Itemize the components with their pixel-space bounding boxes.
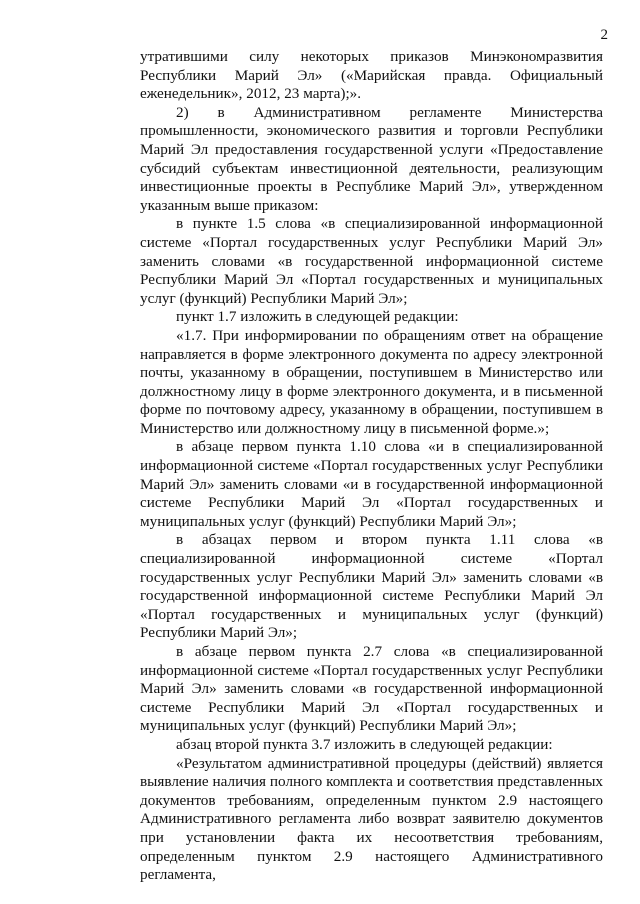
paragraph-item-2: 2) в Административном регламенте Министерства промышленности, экономического развития и торговли Республики Марий Эл предоставления государственной услуги «Предоставление субсидий субъектам инвестиционной деятельности, реализующим инвестиционные проекты в Республике Марий Эл», утвержденном указанным выше приказом: [140,103,603,214]
paragraph-point-1-10: в абзаце первом пункта 1.10 слова «и в специализированной информационной системе «Портал государственных услуг Республики Марий Эл» заменить словами «и в государственной информационной системе Республики Марий Эл «Портал государственных и муниципальных услуг (функций) Республики Марий Эл»; [140,438,603,530]
paragraph-point-3-7-text: «Результатом административной процедуры (действий) является выявление наличия полного комплекта и соответствия представленных документов требованиям, определенным пунктом 2.9 настоящего Административного регламента либо возврат заявителю документов при установлении факта их несоответствия требованиям, определенным пунктом 2.9 настоящего Административного регламента, [140,754,603,884]
paragraph-point-1-7-intro: пункт 1.7 изложить в следующей редакции: [176,308,459,326]
document-body [140,48,603,885]
paragraph-point-3-7-intro: абзац второй пункта 3.7 изложить в следующей редакции: [176,735,553,753]
paragraph-point-2-7: в абзаце первом пункта 2.7 слова «в специализированной информационной системе «Портал государственных услуг Республики Марий Эл» заменить словами «в государственной информационной системе Республики Марий Эл «Портал государственных и муниципальных услуг (функций) Республики Марий Эл»; [140,643,603,735]
paragraph-point-1-7-text: «1.7. При информировании по обращениям ответ на обращение направляется в форме электронного документа по адресу электронной почты, указанному в обращении, поступившем в Министерство или должностному лицу в форме электронного документа, и в письменной форме по почтовому адресу, указанному в обращении, поступившем в Министерство или должностному лицу в письменной форме.»; [140,326,603,437]
page-number: 2 [600,27,608,43]
paragraph-point-1-11: в абзацах первом и втором пункта 1.11 слова «в специализированной информационной системе «Портал государственных услуг Республики Марий Эл» заменить словами «в государственной информационной системе Республики Марий Эл «Портал государственных и муниципальных услуг (функций) Республики Марий Эл»; [140,531,603,642]
paragraph-point-1-5: в пункте 1.5 слова «в специализированной информационной системе «Портал государственных услуг Республики Марий Эл» заменить словами «в государственной информационной системе Республики Марий Эл «Портал государственных и муниципальных услуг (функций) Республики Марий Эл»; [140,215,603,307]
paragraph-continuation: утратившими силу некоторых приказов Минэкономразвития Республики Марий Эл» («Марийская правда. Официальный еженедельник», 2012, 23 марта);». [140,48,603,103]
